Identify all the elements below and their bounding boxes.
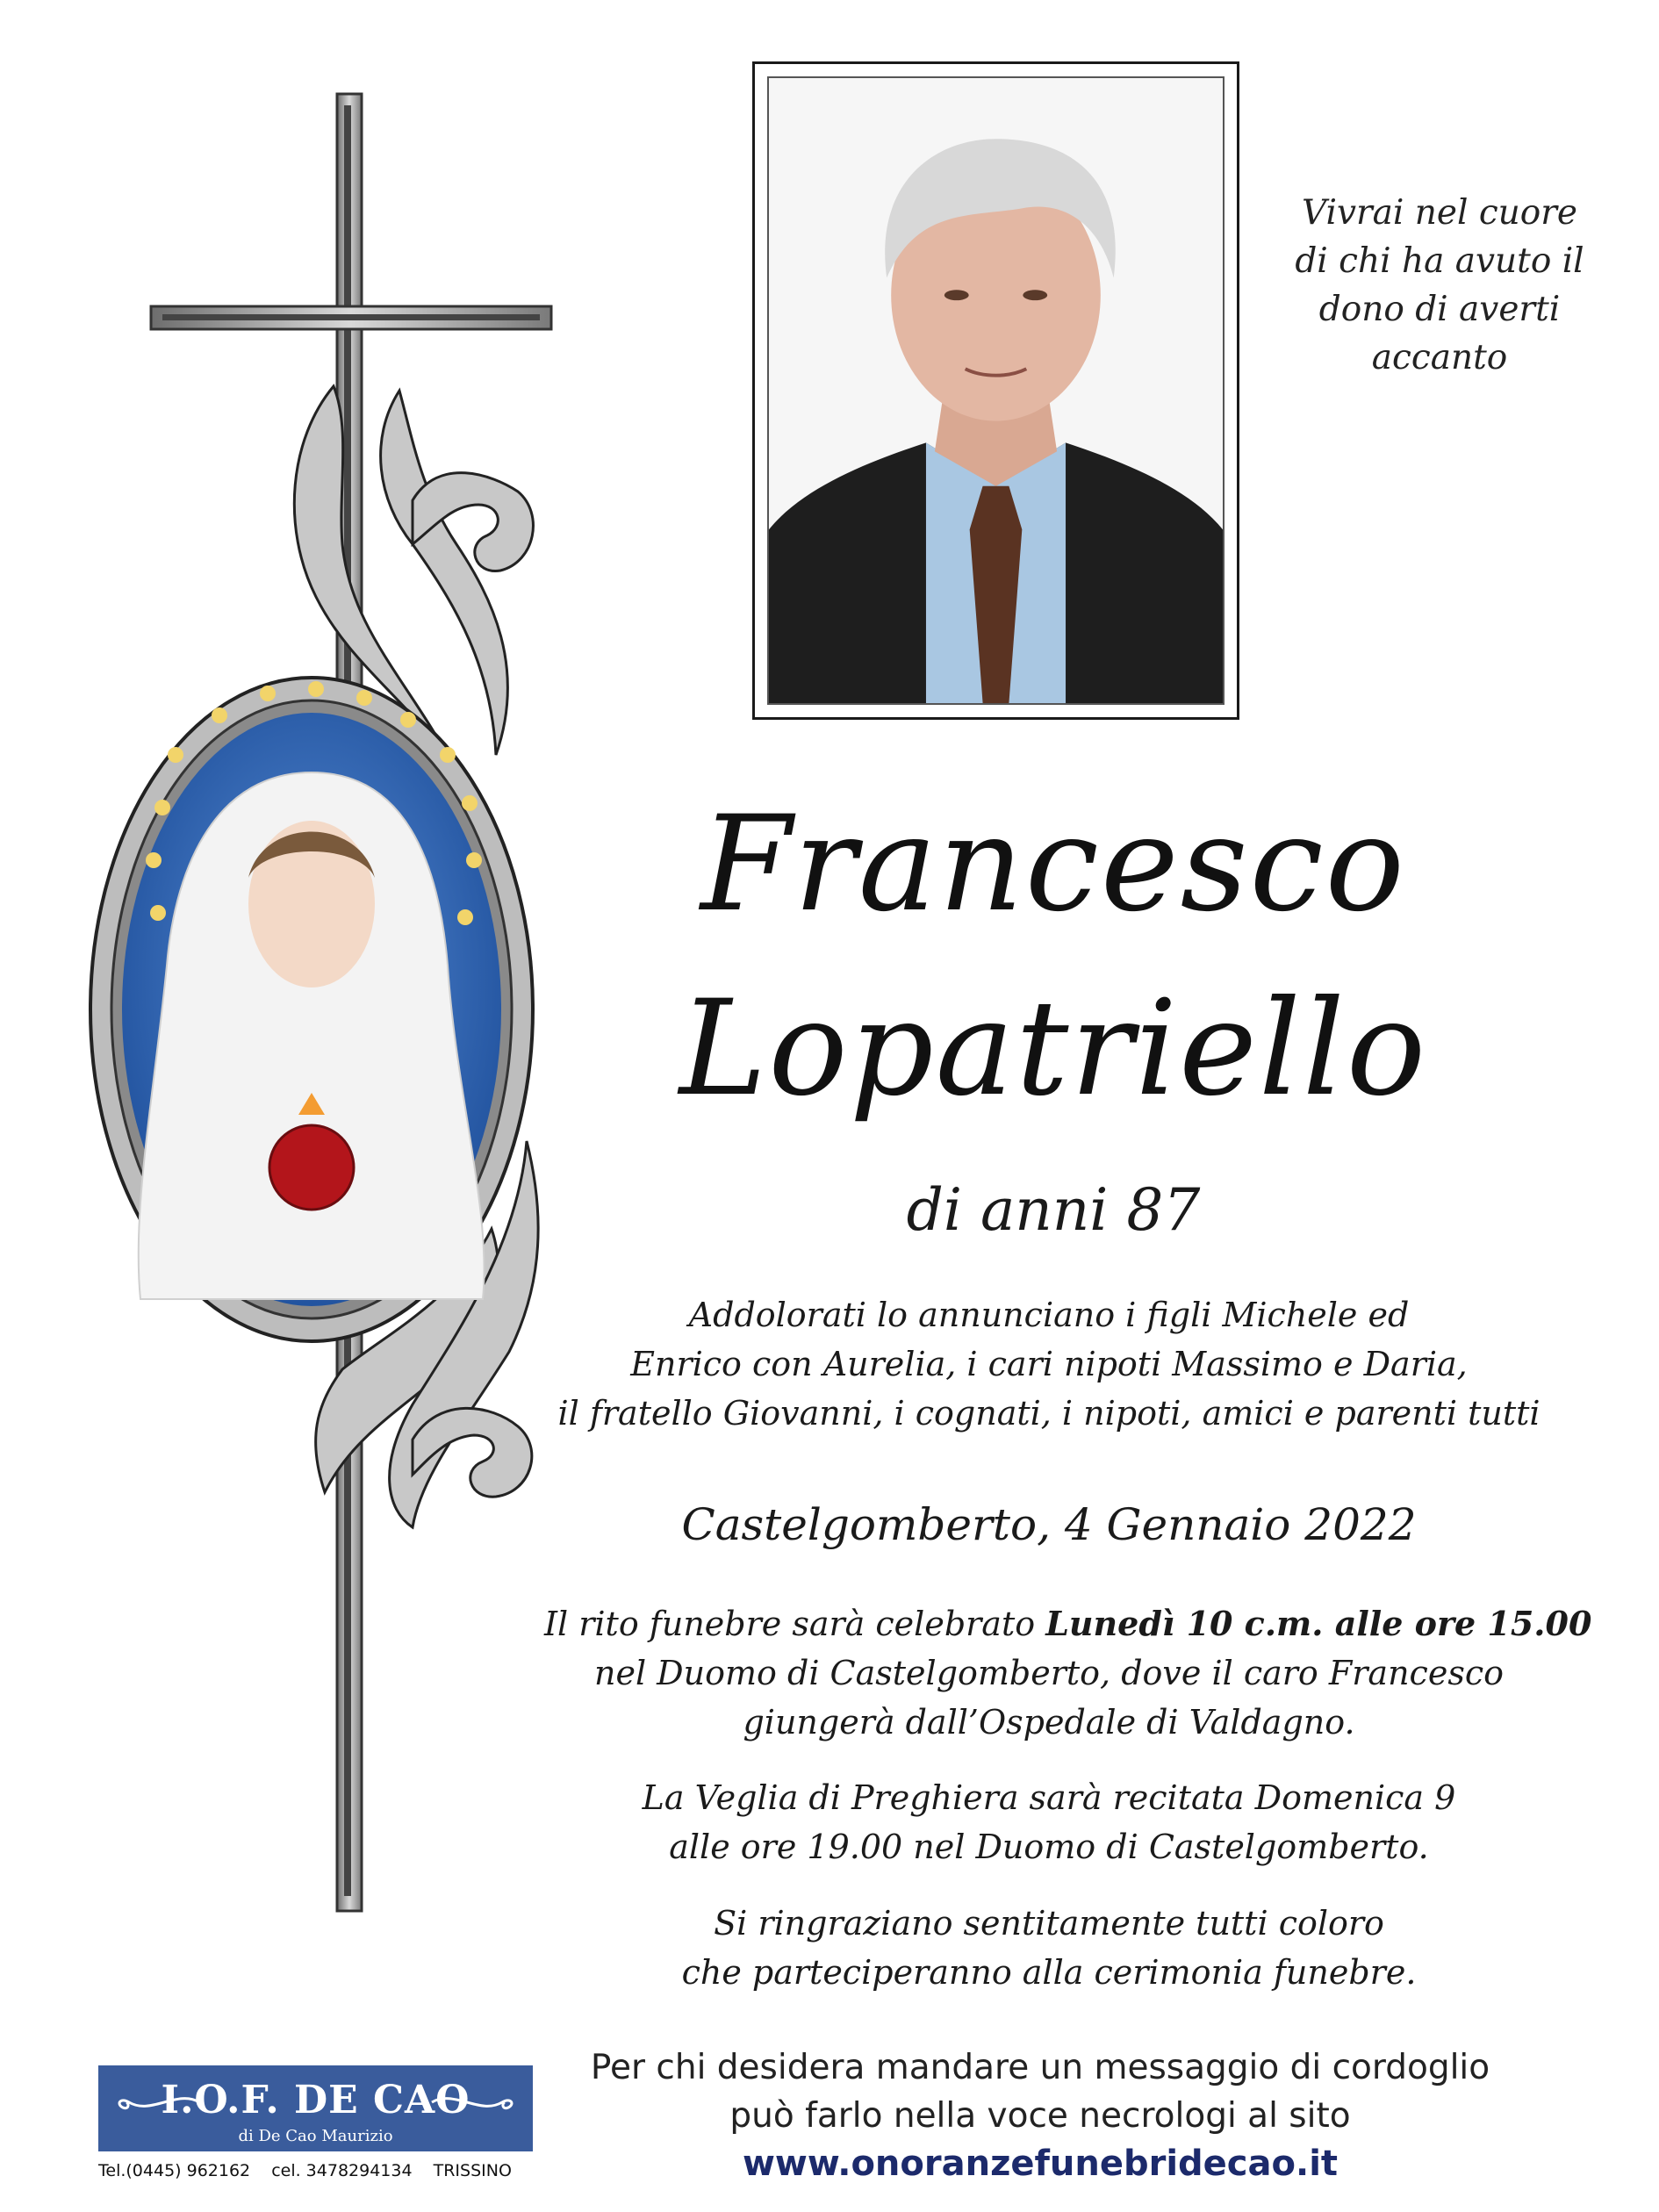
funeral-home-owner: di De Cao Maurizio: [238, 2127, 393, 2145]
funeral-paragraph: [544, 1599, 1592, 1747]
cross-ornament: [0, 0, 562, 1931]
announcement-line: Enrico con Aurelia, i cari nipoti Massimo e Daria,: [630, 1345, 1468, 1383]
deceased-age: di anni 87: [906, 1176, 1201, 1244]
funeral-home-tel: Tel.(0445) 962162: [98, 2161, 251, 2180]
quote-line: accanto: [1371, 338, 1508, 377]
deceased-first-name: Francesco: [700, 788, 1406, 941]
thanks-line: che parteciperanno alla cerimonia funebre.: [681, 1953, 1417, 1992]
quote-line: Vivrai nel cuore: [1302, 193, 1577, 233]
announcement-line: Addolorati lo annunciano i figli Michele ed: [688, 1296, 1410, 1334]
flourish-right-icon: [427, 2085, 524, 2120]
place-date: Castelgomberto, 4 Gennaio 2022: [681, 1499, 1417, 1550]
memorial-quote: [1264, 189, 1615, 382]
madonna-medallion: [90, 678, 533, 1341]
funeral-home-name: I.O.F. DE CAO: [161, 2078, 470, 2122]
announcement-line: il fratello Giovanni, i cognati, i nipoti, amici e parenti tutti: [557, 1394, 1540, 1433]
contact-block: [562, 2043, 1519, 2188]
funeral-line-1-prefix: Il rito funebre sarà celebrato: [544, 1605, 1046, 1643]
funeral-home-contacts: [98, 2161, 537, 2180]
funeral-home-town: TRISSINO: [433, 2161, 512, 2180]
announcement-paragraph: [544, 1290, 1554, 1438]
portrait-frame: [752, 61, 1239, 720]
funeral-line-1: [544, 1599, 1592, 1648]
funeral-line-3: giungerà dall’Ospedale di Valdagno.: [743, 1703, 1355, 1742]
quote-line: di chi ha avuto il: [1295, 241, 1584, 281]
funeral-home-logo: [98, 2065, 533, 2151]
portrait-photo: [767, 76, 1224, 705]
funeral-datetime: Lunedì 10 c.m. alle ore 15.00: [1045, 1604, 1592, 1643]
thanks-line: Si ringraziano sentitamente tutti coloro: [714, 1904, 1384, 1943]
vigil-line: alle ore 19.00 nel Duomo di Castelgomberto.: [669, 1828, 1429, 1866]
vigil-paragraph: [544, 1773, 1554, 1871]
website-link[interactable]: www.onoranzefunebridecao.it: [742, 2144, 1339, 2184]
thanks-paragraph: [544, 1899, 1554, 1997]
contact-line-2: può farlo nella voce necrologi al sito: [729, 2096, 1351, 2136]
quote-line: dono di averti: [1318, 290, 1561, 329]
vigil-line: La Veglia di Preghiera sarà recitata Domenica 9: [642, 1778, 1456, 1817]
funeral-home-cell: cel. 3478294134: [271, 2161, 413, 2180]
contact-line-1: Per chi desidera mandare un messaggio di cordoglio: [590, 2048, 1490, 2087]
funeral-line-2: nel Duomo di Castelgomberto, dove il caro Francesco: [593, 1654, 1504, 1692]
deceased-last-name: Lopatriello: [679, 973, 1428, 1125]
